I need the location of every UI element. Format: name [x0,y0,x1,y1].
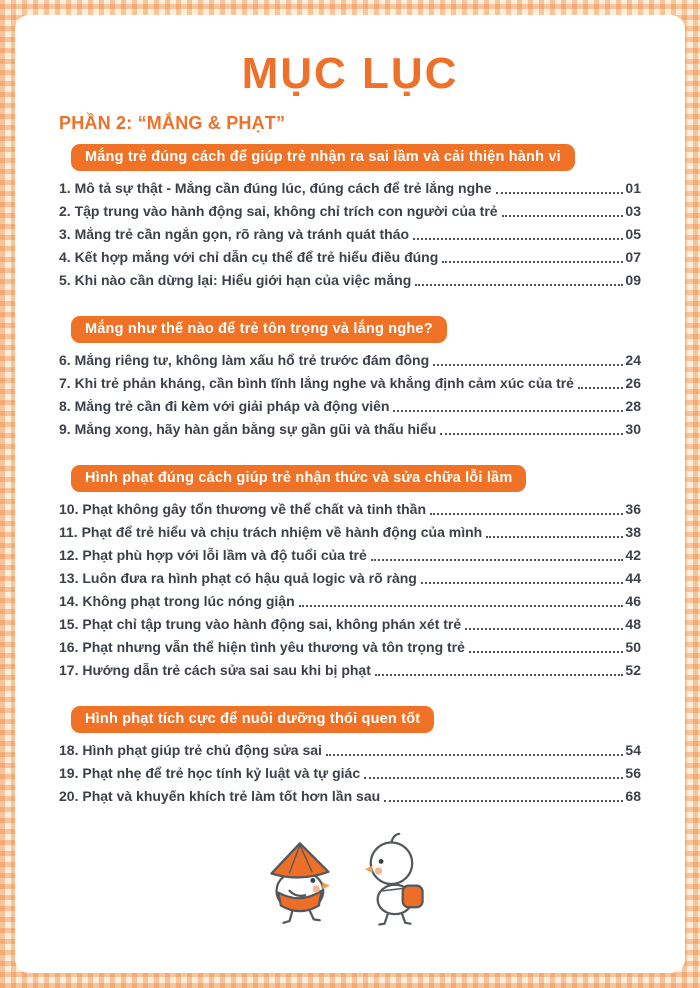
toc-entry [59,181,641,196]
toc-entry-page: 09 [625,272,641,288]
toc-entry [59,376,641,391]
leader-dots [413,238,623,240]
toc-entry [59,548,641,563]
section-banner: Mắng như thế nào để trẻ tôn trọng và lắng nghe? [71,316,447,343]
leader-dots [433,364,623,366]
toc-entry-page: 26 [625,375,641,391]
leader-dots [375,674,624,676]
toc-entry-title: 16. Phạt nhưng vẫn thể hiện tình yêu thương và tôn trọng trẻ [59,640,465,655]
toc-entry [59,273,641,288]
toc-entry [59,743,641,758]
leader-dots [469,651,624,653]
toc-entry-title: 14. Không phạt trong lúc nóng giận [59,594,295,609]
leader-dots [496,192,624,194]
toc-entry-page: 38 [625,524,641,540]
toc-entry [59,663,641,678]
toc-entry-title: 6. Mắng riêng tư, không làm xấu hổ trẻ trước đám đông [59,353,430,368]
toc-entry-page: 30 [625,421,641,437]
toc-entry-page: 03 [625,203,641,219]
section-banner: Hình phạt đúng cách giúp trẻ nhận thức và sửa chữa lỗi lầm [71,465,526,492]
toc-entry [59,353,641,368]
leader-dots [384,800,623,802]
toc-entry [59,594,641,609]
leader-dots [502,215,624,217]
toc-section-1 [59,144,641,288]
mascot-illustration [59,820,641,933]
toc-entry [59,204,641,219]
toc-entry [59,502,641,517]
leader-dots [299,605,624,607]
toc-entry-title: 19. Phạt nhẹ để trẻ học tính kỷ luật và tự giác [59,766,361,781]
toc-section-3 [59,465,641,678]
toc-entry-title: 20. Phạt và khuyến khích trẻ làm tốt hơn lần sau [59,789,381,804]
toc-entry-page: 44 [625,570,641,586]
toc-entry-page: 07 [625,249,641,265]
leader-dots [442,261,623,263]
toc-entry [59,617,641,632]
toc-entry [59,789,641,804]
toc-section-2 [59,316,641,437]
toc-entry [59,571,641,586]
toc-entry-page: 05 [625,226,641,242]
toc-page [15,15,685,973]
toc-entry-page: 54 [625,742,641,758]
toc-entry-title: 17. Hướng dẫn trẻ cách sửa sai sau khi bị phạt [59,663,371,678]
toc-entry-title: 13. Luôn đưa ra hình phạt có hậu quả logic và rõ ràng [59,571,417,586]
leader-dots [326,754,623,756]
toc-entry-page: 56 [625,765,641,781]
toc-entry-page: 48 [625,616,641,632]
leader-dots [393,410,623,412]
toc-entry-title: 1. Mô tả sự thật - Mắng cần đúng lúc, đúng cách để trẻ lắng nghe [59,181,492,196]
toc-entry [59,250,641,265]
toc-entry-title: 12. Phạt phù hợp với lỗi lầm và độ tuổi của trẻ [59,548,367,563]
leader-dots [421,582,624,584]
leader-dots [578,387,623,389]
toc-entry-title: 2. Tập trung vào hành động sai, không chỉ trích con người của trẻ [59,204,498,219]
toc-entry-title: 11. Phạt để trẻ hiểu và chịu trách nhiệm về hành động của mình [59,525,483,540]
toc-entry-page: 50 [625,639,641,655]
part-heading: PHẦN 2: “MẮNG & PHẠT” [59,113,286,133]
section-banner: Hình phạt tích cực để nuôi dưỡng thói quen tốt [71,706,434,733]
toc-entry-title: 4. Kết hợp mắng với chỉ dẫn cụ thể để trẻ hiểu điều đúng [59,250,439,265]
toc-entry-title: 7. Khi trẻ phản kháng, cần bình tĩnh lắng nghe và khẳng định cảm xúc của trẻ [59,376,574,391]
toc-entry-title: 8. Mắng trẻ cần đi kèm với giải pháp và động viên [59,399,390,414]
toc-entry-page: 68 [625,788,641,804]
leader-dots [364,777,623,779]
section-banner: Mắng trẻ đúng cách để giúp trẻ nhận ra sai lầm và cải thiện hành vi [71,144,575,171]
toc-entry [59,766,641,781]
toc-entry [59,525,641,540]
toc-entry-page: 36 [625,501,641,517]
toc-entry-title: 9. Mắng xong, hãy hàn gắn bằng sự gần gũi và thấu hiểu [59,422,437,437]
toc-entry [59,227,641,242]
toc-entry-title: 5. Khi nào cần dừng lại: Hiểu giới hạn của việc mắng [59,273,412,288]
leader-dots [486,536,623,538]
toc-entry-title: 18. Hình phạt giúp trẻ chủ động sửa sai [59,743,322,758]
leader-dots [440,433,623,435]
toc-entry-page: 24 [625,352,641,368]
toc-section-4 [59,706,641,804]
toc-entry [59,640,641,655]
chicks-drawing [230,820,470,928]
toc-entry-title: 10. Phạt không gây tổn thương về thể chất và tinh thần [59,502,427,517]
leader-dots [415,284,623,286]
leader-dots [465,628,623,630]
toc-entry-page: 42 [625,547,641,563]
toc-entry-page: 52 [625,662,641,678]
toc-entry [59,399,641,414]
toc-entry [59,422,641,437]
toc-entry-title: 3. Mắng trẻ cần ngắn gọn, rõ ràng và tránh quát tháo [59,227,410,242]
toc-entry-title: 15. Phạt chỉ tập trung vào hành động sai, không phán xét trẻ [59,617,462,632]
toc-entry-page: 46 [625,593,641,609]
toc-entry-page: 01 [625,180,641,196]
leader-dots [430,513,623,515]
toc-entry-page: 28 [625,398,641,414]
page-title: MỤC LỤC [241,49,459,98]
leader-dots [371,559,624,561]
